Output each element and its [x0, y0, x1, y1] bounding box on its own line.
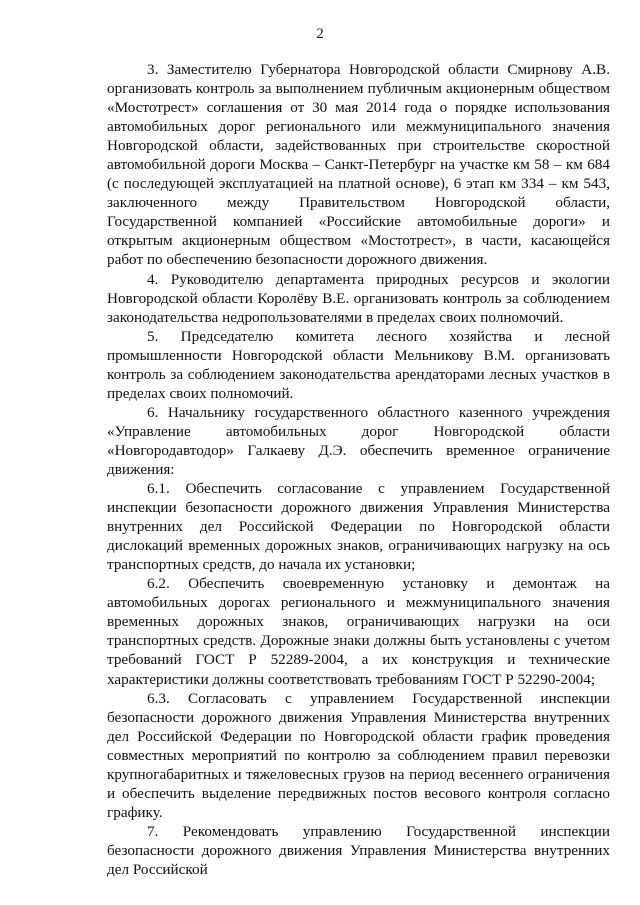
document-body — [107, 60, 610, 879]
paragraph-6-1: 6.1. Обеспечить согласование с управлением Государственной инспекции безопасности дорожного движения Управления Министерства внутренних дел Российской Федерации по Новгородской области дислокаций временных дорожных знаков, ограничивающих нагрузку на ось транспортных средств, до начала их установки; — [107, 480, 610, 574]
paragraph-6-2: 6.2. Обеспечить своевременную установку и демонтаж на автомобильных дорогах регионального и межмуниципального значения временных дорожных знаков, ограничивающих нагрузки на оси транспортных средств. Дорожные знаки должны быть установлены с учетом требований ГОСТ Р 52289-2004, а их конструкция и технические характеристики должны соответствовать требованиям ГОСТ Р 52290-2004; — [107, 575, 610, 688]
paragraph-6-3: 6.3. Согласовать с управлением Государственной инспекции безопасности дорожного движения Управления Министерства внутренних дел Российской Федерации по Новгородской области график проведения совместных мероприятий по контролю за соблюдением правил перевозки крупногабаритных и тяжеловесных грузов на период весеннего ограничения и обеспечить выделение передвижных постов весового контроля согласно графику. — [107, 689, 610, 821]
paragraph-5: 5. Председателю комитета лесного хозяйства и лесной промышленности Новгородской области Мельникову В.М. организовать контроль за соблюдением законодательства арендаторами лесных участков в пределах своих полномочий. — [107, 327, 610, 402]
paragraph-7: 7. Рекомендовать управлению Государственной инспекции безопасности дорожного движения Управления Министерства внутренних дел Российской — [107, 822, 610, 878]
paragraph-3: 3. Заместителю Губернатора Новгородской области Смирнову А.В. организовать контроль за выполнением публичным акционерным обществом «Мостотрест» соглашения от 30 мая 2014 года о порядке использования автомобильных дорог регионального или межмуниципального значения Новгородской области, задействованных при строительстве скоростной автомобильной дороги Москва – Санкт-Петербург на участке км 58 – км 684 (с последующей эксплуатацией на платной основе), 6 этап км 334 – км 543, заключенного между Правительством Новгородской области, Государственной компанией «Российские автомобильные дороги» и открытым акционерным обществом «Мостотрест», в части, касающейся работ по обеспечению безопасности дорожного движения. — [107, 61, 610, 269]
paragraph-4: 4. Руководителю департамента природных ресурсов и экологии Новгородской области Королёву В.Е. организовать контроль за соблюдением законодательства недропользователями в пределах своих полномочий. — [107, 270, 610, 326]
paragraph-6: 6. Начальнику государственного областного казенного учреждения «Управление автомобильных дорог Новгородской области «Новгородавтодор» Галкаеву Д.Э. обеспечить временное ограничение движения: — [107, 403, 610, 478]
page-number: 2 — [316, 26, 324, 42]
